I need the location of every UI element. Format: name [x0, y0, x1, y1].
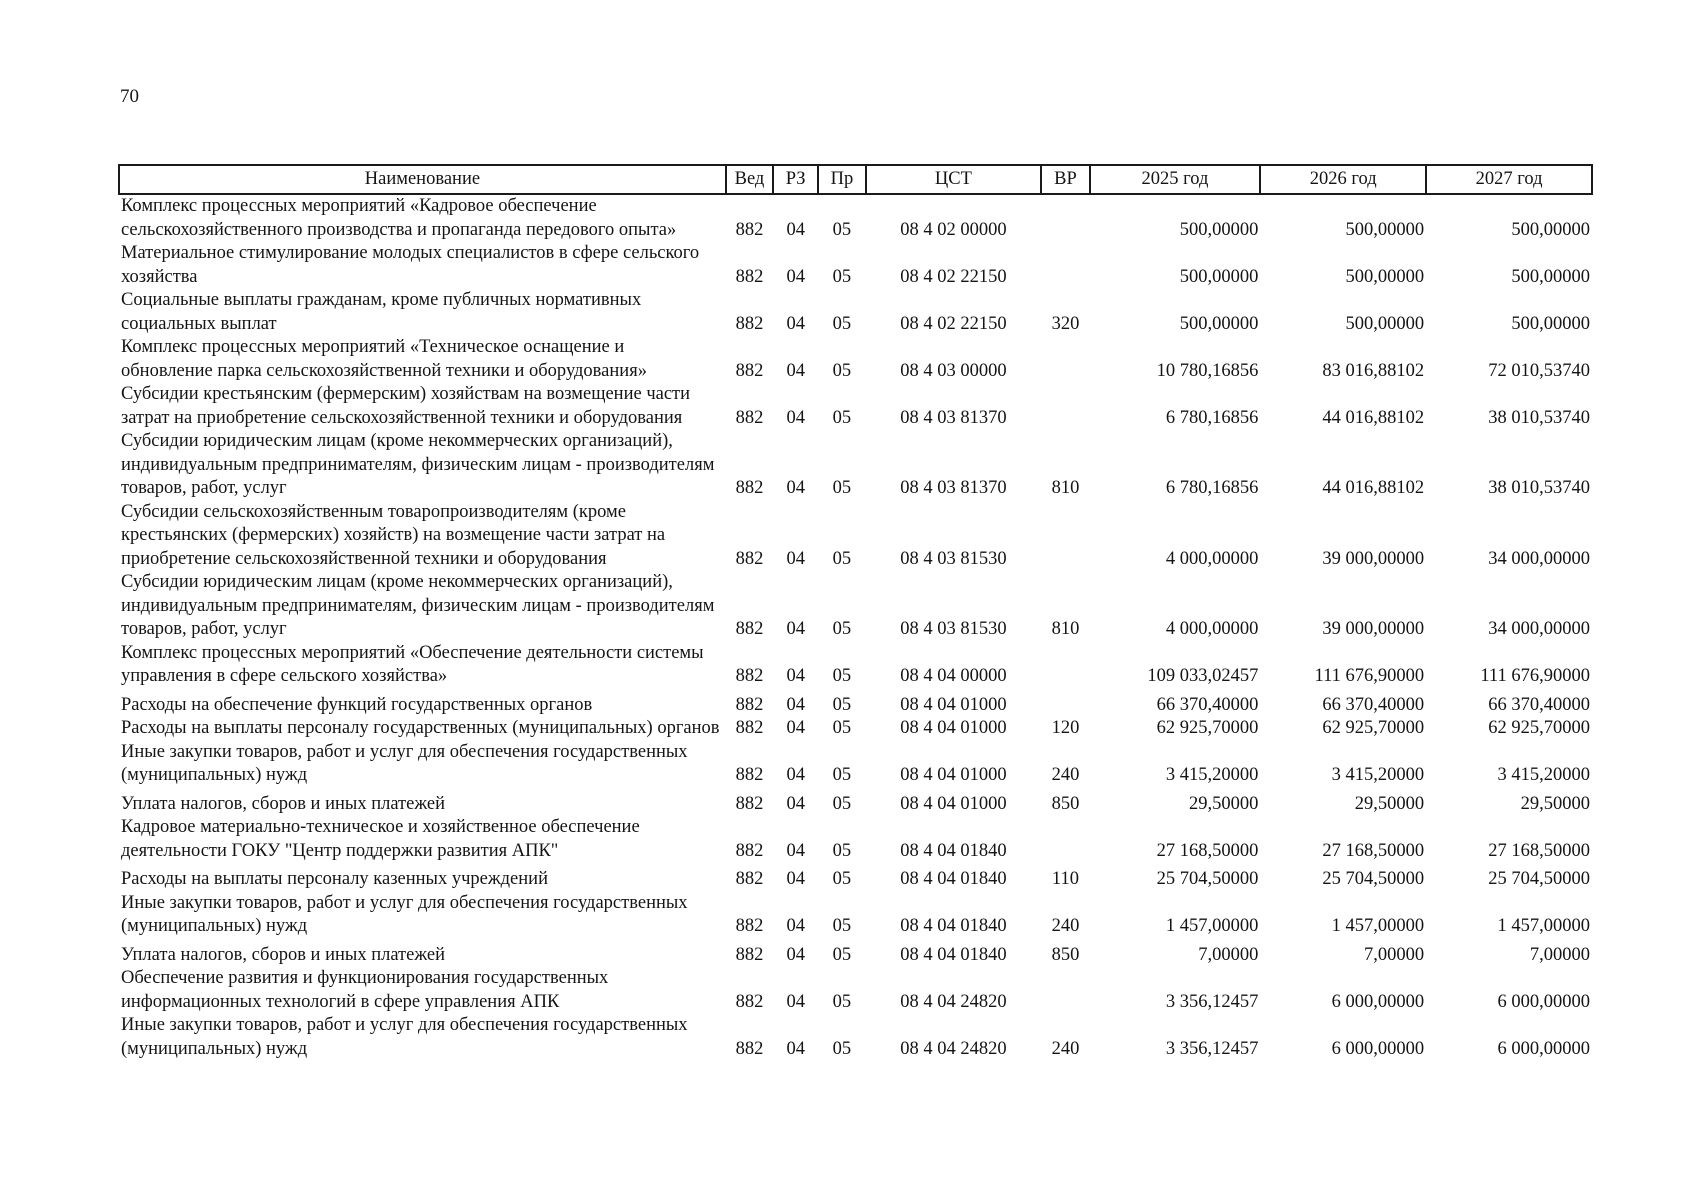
cell-2027: 111 676,90000 — [1480, 666, 1590, 686]
cell-ved: 882 — [735, 793, 764, 814]
cell-2026: 62 925,70000 — [1322, 718, 1425, 738]
cell-rz: 04 — [786, 991, 805, 1012]
cell-vr — [1041, 816, 1089, 863]
header-name: Наименование — [119, 165, 726, 194]
table-body — [119, 194, 1592, 1061]
cell-name: Иные закупки товаров, работ и услуг для обеспечения государственных (муниципальных) нужд — [121, 1015, 688, 1059]
cell-vr: 320 — [1051, 313, 1080, 334]
cell-ved: 882 — [735, 548, 764, 569]
cell-ved: 882 — [735, 718, 764, 738]
cell-vr — [1041, 967, 1089, 1014]
cell-cst: 08 4 02 00000 — [900, 219, 1007, 240]
cell-vr: 810 — [1051, 619, 1080, 639]
cell-2027: 38 010,53740 — [1488, 407, 1590, 428]
cell-2027: 3 415,20000 — [1497, 765, 1590, 785]
cell-ved: 882 — [735, 666, 764, 686]
cell-2025: 3 356,12457 — [1165, 1038, 1259, 1059]
cell-2026: 44 016,88102 — [1322, 478, 1425, 498]
page-number: 70 — [120, 86, 139, 107]
header-2026: 2026 год — [1260, 165, 1426, 194]
cell-ved: 882 — [735, 694, 764, 715]
table-row — [119, 383, 1592, 430]
cell-name: Уплата налогов, сборов и иных платежей — [121, 944, 446, 965]
cell-cst: 08 4 04 01000 — [900, 694, 1007, 715]
cell-name: Уплата налогов, сборов и иных платежей — [121, 793, 446, 814]
cell-name: Расходы на обеспечение функций государственных органов — [121, 694, 593, 715]
cell-cst: 08 4 03 81370 — [900, 407, 1007, 428]
cell-name: Социальные выплаты гражданам, кроме публичных нормативных социальных выплат — [121, 290, 642, 334]
table-row — [119, 717, 1592, 741]
table-row — [119, 430, 1592, 501]
cell-rz: 04 — [786, 219, 805, 240]
cell-ved: 882 — [735, 619, 764, 639]
cell-rz: 04 — [786, 1038, 805, 1059]
table-row — [119, 289, 1592, 336]
cell-rz: 04 — [786, 869, 805, 889]
cell-cst: 08 4 03 00000 — [900, 360, 1007, 381]
cell-vr: 240 — [1051, 765, 1080, 785]
cell-ved: 882 — [735, 869, 764, 889]
cell-2025: 4 000,00000 — [1165, 548, 1259, 569]
cell-cst: 08 4 02 22150 — [900, 313, 1007, 334]
cell-vr: 850 — [1051, 793, 1080, 814]
cell-cst: 08 4 04 01000 — [900, 718, 1007, 738]
cell-2027: 66 370,40000 — [1488, 694, 1590, 715]
cell-2027: 6 000,00000 — [1497, 1038, 1590, 1059]
table-row — [119, 1014, 1592, 1061]
cell-cst: 08 4 04 01840 — [900, 944, 1007, 965]
cell-2025: 25 704,50000 — [1156, 869, 1259, 889]
cell-2026: 44 016,88102 — [1322, 407, 1425, 428]
cell-vr: 850 — [1051, 944, 1080, 965]
cell-2026: 500,00000 — [1345, 219, 1425, 240]
table-row — [119, 939, 1592, 968]
cell-cst: 08 4 03 81370 — [900, 478, 1007, 498]
cell-2025: 4 000,00000 — [1165, 619, 1259, 639]
cell-name: Иные закупки товаров, работ и услуг для обеспечения государственных (муниципальных) нужд — [121, 892, 688, 936]
cell-vr — [1041, 336, 1089, 383]
cell-2025: 6 780,16856 — [1165, 478, 1259, 498]
cell-cst: 08 4 03 81530 — [900, 548, 1007, 569]
table-row — [119, 571, 1592, 642]
header-2027: 2027 год — [1426, 165, 1592, 194]
table-row — [119, 892, 1592, 939]
cell-vr: 240 — [1051, 916, 1080, 936]
cell-vr — [1041, 689, 1089, 718]
cell-2026: 27 168,50000 — [1322, 840, 1425, 861]
cell-2025: 27 168,50000 — [1156, 840, 1259, 861]
cell-2025: 500,00000 — [1179, 313, 1259, 334]
cell-pr: 05 — [832, 718, 852, 738]
cell-name: Расходы на выплаты персоналу казенных учреждений — [121, 869, 548, 889]
cell-rz: 04 — [786, 407, 805, 428]
header-pr: Пр — [818, 165, 865, 194]
budget-table — [118, 164, 1593, 1061]
cell-2027: 38 010,53740 — [1488, 478, 1590, 498]
cell-cst: 08 4 04 01840 — [900, 840, 1007, 861]
header-2025: 2025 год — [1090, 165, 1261, 194]
cell-pr: 05 — [832, 991, 852, 1012]
cell-name: Субсидии крестьянским (фермерским) хозяйствам на возмещение части затрат на приобретение сельскохозяйственной техники и оборудования — [121, 384, 691, 428]
cell-pr: 05 — [832, 619, 852, 639]
cell-vr — [1041, 383, 1089, 430]
cell-pr: 05 — [832, 944, 852, 965]
cell-vr — [1041, 501, 1089, 572]
cell-2027: 500,00000 — [1511, 313, 1590, 334]
table-row — [119, 967, 1592, 1014]
cell-2027: 72 010,53740 — [1488, 360, 1590, 381]
cell-cst: 08 4 04 24820 — [900, 1038, 1007, 1059]
cell-cst: 08 4 02 22150 — [900, 266, 1007, 287]
cell-2026: 83 016,88102 — [1322, 360, 1425, 381]
cell-name: Субсидии юридическим лицам (кроме некоммерческих организаций), индивидуальным предпринимателям, физическим лицам - производителям товаров, работ, услуг — [121, 431, 715, 498]
cell-name: Комплекс процессных мероприятий «Кадровое обеспечение сельскохозяйственного производства и пропаганда передового опыта» — [121, 196, 677, 240]
cell-rz: 04 — [786, 840, 805, 861]
cell-2026: 7,00000 — [1364, 944, 1425, 965]
table-row — [119, 816, 1592, 863]
table-row — [119, 788, 1592, 817]
table-row — [119, 642, 1592, 689]
cell-cst: 08 4 04 00000 — [900, 666, 1007, 686]
cell-2025: 109 033,02457 — [1147, 666, 1259, 686]
cell-pr: 05 — [832, 1038, 852, 1059]
cell-name: Комплекс процессных мероприятий «Техническое оснащение и обновление парка сельскохозяйственной техники и оборудования» — [121, 337, 647, 381]
cell-2027: 34 000,00000 — [1488, 548, 1590, 569]
cell-name: Обеспечение развития и функционирования государственных информационных технологий в сфере управления АПК — [121, 968, 609, 1012]
cell-cst: 08 4 04 01840 — [900, 869, 1007, 889]
cell-name: Расходы на выплаты персоналу государственных (муниципальных) органов — [121, 718, 720, 738]
cell-2027: 1 457,00000 — [1497, 916, 1590, 936]
cell-cst: 08 4 04 24820 — [900, 991, 1007, 1012]
cell-2025: 6 780,16856 — [1165, 407, 1259, 428]
cell-2025: 1 457,00000 — [1165, 916, 1259, 936]
cell-ved: 882 — [735, 916, 764, 936]
cell-2026: 1 457,00000 — [1331, 916, 1425, 936]
header-vr: ВР — [1041, 165, 1089, 194]
cell-2027: 7,00000 — [1529, 944, 1590, 965]
cell-2026: 6 000,00000 — [1331, 991, 1425, 1012]
cell-rz: 04 — [786, 793, 805, 814]
cell-ved: 882 — [735, 219, 764, 240]
cell-ved: 882 — [735, 944, 764, 965]
cell-2026: 39 000,00000 — [1322, 548, 1425, 569]
cell-2026: 6 000,00000 — [1331, 1038, 1425, 1059]
cell-vr: 110 — [1051, 869, 1079, 889]
cell-vr — [1041, 194, 1089, 242]
cell-pr: 05 — [832, 360, 852, 381]
cell-2027: 500,00000 — [1511, 219, 1590, 240]
cell-pr: 05 — [832, 219, 852, 240]
header-cst: ЦСТ — [866, 165, 1042, 194]
cell-rz: 04 — [786, 619, 805, 639]
cell-2027: 27 168,50000 — [1488, 840, 1590, 861]
cell-2025: 7,00000 — [1198, 944, 1259, 965]
cell-2027: 29,50000 — [1520, 793, 1590, 814]
cell-2027: 500,00000 — [1511, 266, 1590, 287]
cell-2026: 500,00000 — [1345, 313, 1425, 334]
cell-name: Комплекс процессных мероприятий «Обеспечение деятельности системы управления в сфере сельского хозяйства» — [121, 642, 704, 686]
cell-2026: 29,50000 — [1354, 793, 1425, 814]
cell-name: Субсидии сельскохозяйственным товаропроизводителям (кроме крестьянских (фермерских) хозяйств) на возмещение части затрат на приобретение сельскохозяйственной техники и оборудования — [121, 501, 666, 569]
cell-2025: 66 370,40000 — [1156, 694, 1259, 715]
cell-pr: 05 — [832, 694, 852, 715]
table-row — [119, 242, 1592, 289]
cell-pr: 05 — [832, 313, 852, 334]
cell-ved: 882 — [735, 1038, 764, 1059]
cell-2026: 3 415,20000 — [1331, 765, 1425, 785]
cell-2026: 25 704,50000 — [1322, 869, 1425, 889]
cell-rz: 04 — [786, 765, 805, 785]
cell-pr: 05 — [832, 765, 852, 785]
table-row — [119, 194, 1592, 242]
cell-pr: 05 — [832, 666, 852, 686]
cell-pr: 05 — [832, 869, 852, 889]
table-row — [119, 741, 1592, 788]
cell-pr: 05 — [832, 478, 852, 498]
cell-pr: 05 — [832, 407, 852, 428]
cell-2027: 62 925,70000 — [1488, 718, 1590, 738]
cell-cst: 08 4 04 01000 — [900, 793, 1007, 814]
cell-2026: 500,00000 — [1345, 266, 1425, 287]
cell-rz: 04 — [786, 548, 805, 569]
cell-vr: 240 — [1051, 1038, 1080, 1059]
cell-ved: 882 — [735, 478, 764, 498]
cell-rz: 04 — [786, 666, 805, 686]
cell-rz: 04 — [786, 313, 805, 334]
cell-vr: 120 — [1051, 718, 1080, 738]
cell-rz: 04 — [786, 360, 805, 381]
cell-2025: 500,00000 — [1179, 266, 1259, 287]
cell-vr — [1041, 642, 1089, 689]
cell-rz: 04 — [786, 478, 805, 498]
cell-2025: 3 356,12457 — [1165, 991, 1259, 1012]
cell-ved: 882 — [735, 313, 764, 334]
cell-cst: 08 4 03 81530 — [900, 619, 1007, 639]
cell-2026: 66 370,40000 — [1322, 694, 1425, 715]
header-rz: РЗ — [773, 165, 818, 194]
cell-name: Кадровое материально-техническое и хозяйственное обеспечение деятельности ГОКУ "Центр поддержки развития АПК" — [121, 817, 640, 861]
cell-vr — [1041, 242, 1089, 289]
cell-2027: 6 000,00000 — [1497, 991, 1590, 1012]
cell-ved: 882 — [735, 765, 764, 785]
table-row — [119, 336, 1592, 383]
cell-2025: 29,50000 — [1188, 793, 1259, 814]
cell-pr: 05 — [832, 916, 852, 936]
cell-ved: 882 — [735, 991, 764, 1012]
cell-2025: 10 780,16856 — [1156, 360, 1259, 381]
cell-2027: 25 704,50000 — [1488, 869, 1590, 889]
cell-ved: 882 — [735, 266, 764, 287]
cell-rz: 04 — [786, 266, 805, 287]
cell-cst: 08 4 04 01000 — [900, 765, 1007, 785]
cell-rz: 04 — [786, 694, 805, 715]
table-row — [119, 501, 1592, 572]
cell-2026: 39 000,00000 — [1322, 619, 1425, 639]
cell-name: Материальное стимулирование молодых специалистов в сфере сельского хозяйства — [121, 243, 700, 287]
cell-rz: 04 — [786, 916, 805, 936]
cell-rz: 04 — [786, 944, 805, 965]
cell-2027: 34 000,00000 — [1488, 619, 1590, 639]
cell-pr: 05 — [832, 840, 852, 861]
header-ved: Вед — [726, 165, 773, 194]
cell-ved: 882 — [735, 360, 764, 381]
cell-vr: 810 — [1051, 478, 1080, 498]
cell-pr: 05 — [832, 793, 852, 814]
table-header-row — [119, 165, 1592, 194]
table-row — [119, 863, 1592, 892]
cell-2026: 111 676,90000 — [1314, 666, 1425, 686]
cell-2025: 62 925,70000 — [1156, 718, 1259, 738]
cell-2025: 3 415,20000 — [1165, 765, 1259, 785]
cell-rz: 04 — [786, 718, 805, 738]
cell-ved: 882 — [735, 840, 764, 861]
cell-pr: 05 — [832, 548, 852, 569]
cell-name: Иные закупки товаров, работ и услуг для обеспечения государственных (муниципальных) нужд — [121, 741, 688, 785]
cell-2025: 500,00000 — [1179, 219, 1259, 240]
cell-name: Субсидии юридическим лицам (кроме некоммерческих организаций), индивидуальным предпринимателям, физическим лицам - производителям товаров, работ, услуг — [121, 572, 715, 639]
cell-cst: 08 4 04 01840 — [900, 916, 1007, 936]
cell-ved: 882 — [735, 407, 764, 428]
cell-pr: 05 — [832, 266, 852, 287]
table-row — [119, 689, 1592, 718]
